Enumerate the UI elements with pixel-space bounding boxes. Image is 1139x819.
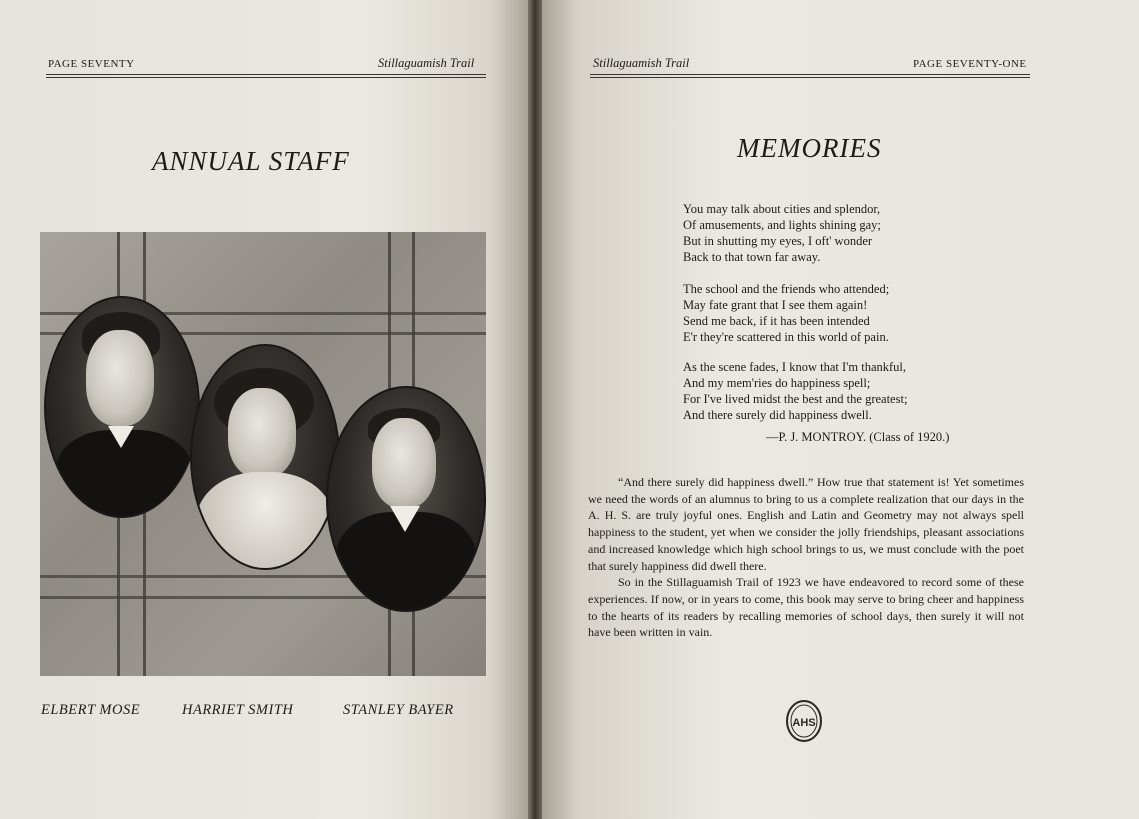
header-rule-right [590,74,1030,78]
staff-photo-panel [40,232,486,676]
body-text [588,474,1024,641]
poem-line: And my mem'ries do happiness spell; [683,376,871,390]
poem-stanza-1 [683,201,881,265]
poem-line: Send me back, if it has been intended [683,314,870,328]
poem-line: May fate grant that I see them again! [683,298,868,312]
ahs-monogram-logo [784,699,824,743]
page-number: PAGE SEVENTY [48,58,135,70]
portrait-elbert-mose [44,296,200,518]
header-rule [46,74,486,78]
poem-attribution: —P. J. MONTROY. (Class of 1920.) [766,430,950,444]
portrait-harriet-smith [190,344,340,570]
running-title: Stillaguamish Trail [378,56,475,70]
paragraph-1: “And there surely did happiness dwell.” How true that statement is! Yet sometimes we need the words of an alumnus to bring to us a complete realization that our days in the A. H. S. are truly joyful ones. English and Latin and Geometry may not always spell happiness to the student, yet when we consider the jolly friendships, pleasant associations and increased knowledge which high school brings to us, we must conclude with the poet that surely happiness did dwell there. [588,475,1024,573]
poem-line: Of amusements, and lights shining gay; [683,218,881,232]
left-page [0,0,528,819]
running-title-right: Stillaguamish Trail [593,56,690,70]
caption-elbert-mose: ELBERT MOSE [41,702,141,718]
poem-stanza-2 [683,281,889,345]
poem-line: E'r they're scattered in this world of pain. [683,330,889,344]
monogram-text: AHS [792,717,816,729]
poem-line: And there surely did happiness dwell. [683,408,872,422]
paragraph-2: So in the Stillaguamish Trail of 1923 we have endeavored to record some of these experiences. If now, or in years to come, this book may serve to bring cheer and happiness to the hearts of its readers by recalling memories of school days, then surely it will not have been written in vain. [588,575,1024,640]
page-number-right: PAGE SEVENTY-ONE [913,58,1027,70]
caption-stanley-bayer: STANLEY BAYER [343,702,454,718]
poem-line: As the scene fades, I know that I'm thankful, [683,360,907,374]
book-gutter [528,0,542,819]
poem-stanza-3 [683,359,907,423]
page-title: ANNUAL STAFF [152,146,350,176]
poem-line: But in shutting my eyes, I oft' wonder [683,234,873,248]
poem-line: The school and the friends who attended; [683,282,890,296]
caption-harriet-smith: HARRIET SMITH [182,702,294,718]
memories-title: MEMORIES [737,133,882,163]
poem-line: You may talk about cities and splendor, [683,202,881,216]
poem-line: Back to that town far away. [683,250,821,264]
portrait-stanley-bayer [326,386,486,612]
poem-line: For I've lived midst the best and the greatest; [683,392,908,406]
